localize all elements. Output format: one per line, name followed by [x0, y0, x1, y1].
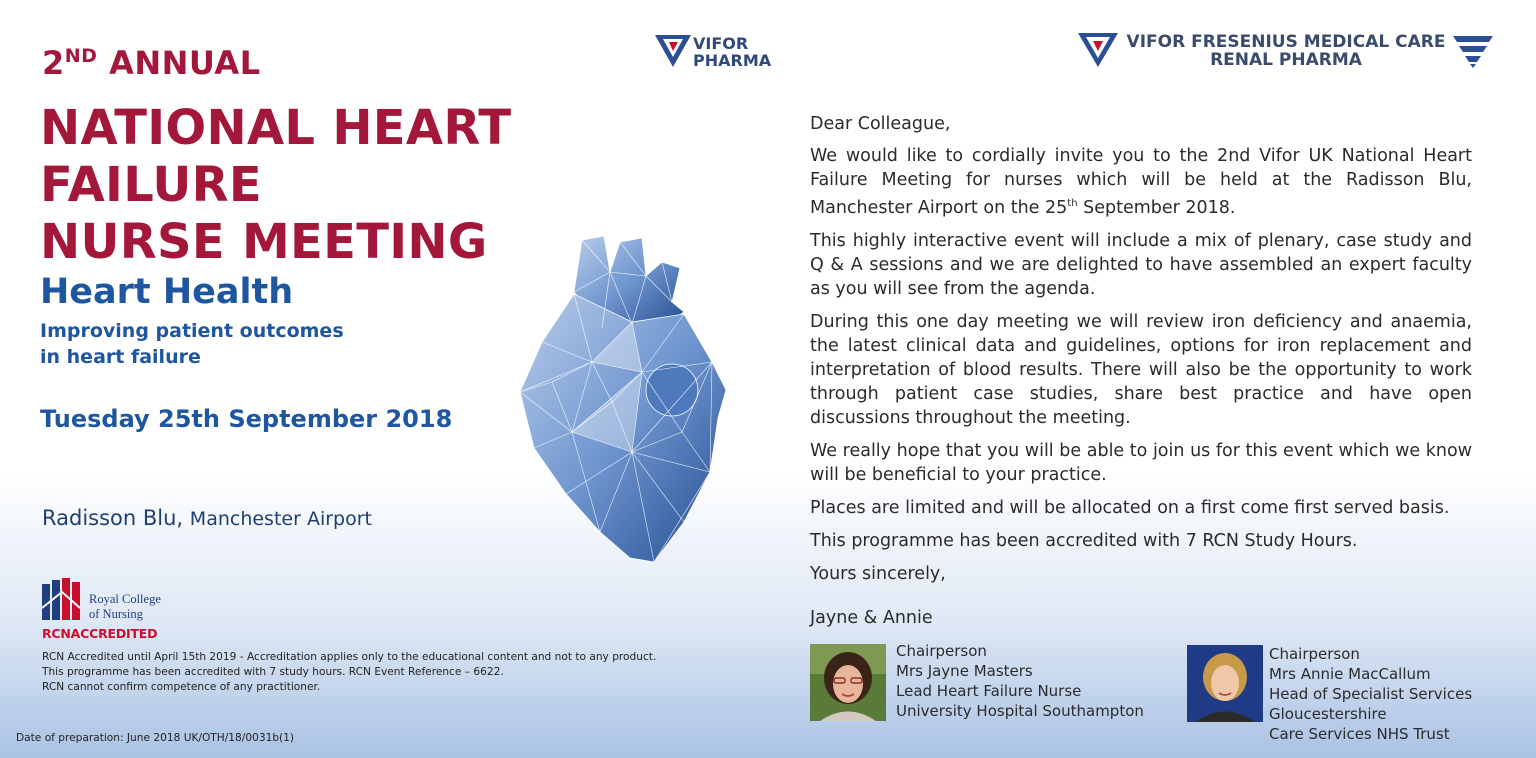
vfmc-line-2: RENAL PHARMA	[1210, 50, 1362, 70]
rcn-note-line-3: RCN cannot confirm competence of any practitioner.	[42, 681, 321, 693]
rcn-accredited-badge: RCNACCREDITED	[42, 626, 158, 641]
rcn-name-line-1: Royal College	[89, 592, 161, 606]
rcn-accreditation-note	[42, 650, 742, 695]
letter-paragraph-4: We really hope that you will be able to join us for this event which we know will be beneficial to your practice.	[810, 440, 1472, 485]
event-venue: Radisson Blu, Manchester Airport	[42, 506, 372, 530]
chair-org-line-2: Care Services NHS Trust	[1269, 725, 1450, 743]
chairperson-photo-annie	[1187, 645, 1263, 722]
rcn-accredited-logo	[42, 578, 202, 642]
rcn-logo-icon	[42, 578, 86, 622]
fresenius-wave-icon	[1453, 34, 1493, 68]
event-subtheme	[40, 318, 440, 370]
chair-title: Head of Specialist Services	[1269, 685, 1473, 703]
letter-paragraph-2: This highly interactive event will include a mix of plenary, case study and Q & A sessions and we are delighted to have assembled an expert faculty as you will see from the agenda.	[810, 230, 1472, 299]
event-theme: Heart Health	[40, 272, 294, 312]
chair-title: Lead Heart Failure Nurse	[896, 682, 1082, 700]
chair-name: Mrs Annie MacCallum	[1269, 665, 1431, 683]
letter-signature: Jayne & Annie	[810, 607, 933, 628]
vifor-line-2: PHARMA	[693, 51, 772, 70]
chair-org: Gloucestershire	[1269, 705, 1387, 723]
edition-label: 2ND ANNUAL	[42, 44, 261, 82]
subtheme-line-2: in heart failure	[40, 346, 201, 368]
chair-name: Mrs Jayne Masters	[896, 662, 1033, 680]
chair-org: University Hospital Southampton	[896, 702, 1144, 720]
rcn-note-line-1: RCN Accredited until April 15th 2019 - Accreditation applies only to the educational content and not to any product.	[42, 651, 657, 663]
rcn-name-line-2: of Nursing	[89, 607, 143, 621]
chair-role: Chairperson	[896, 642, 987, 660]
vfmc-line-1: VIFOR FRESENIUS MEDICAL CARE	[1126, 32, 1446, 52]
letter-paragraph-5: Places are limited and will be allocated on a first come first served basis.	[810, 497, 1450, 518]
title-line-2: NURSE MEETING	[40, 214, 488, 270]
chair-role: Chairperson	[1269, 645, 1360, 663]
chairperson-1-details	[896, 641, 1144, 721]
chairperson-photo-jayne	[810, 644, 886, 721]
subtheme-line-1: Improving patient outcomes	[40, 320, 344, 342]
chairperson-2-details	[1269, 644, 1472, 744]
event-date: Tuesday 25th September 2018	[40, 405, 453, 433]
letter-paragraph-1: We would like to cordially invite you to the 2nd Vifor UK National Heart Failure Meeting for nurses which will be held at the Radisson Blu, Manchester Airport on the 25th September 2018.	[810, 146, 1472, 218]
letter-paragraph-6: This programme has been accredited with 7 RCN Study Hours.	[810, 530, 1358, 551]
letter-salutation: Dear Colleague,	[810, 114, 951, 134]
low-poly-heart-illustration	[512, 232, 734, 568]
vifor-logo-icon	[655, 35, 691, 67]
invitation-letter	[810, 112, 1472, 639]
rcn-note-line-2: This programme has been accredited with 7 study hours. RCN Event Reference – 6622.	[42, 666, 504, 678]
vifor-line-1: VIFOR	[693, 34, 749, 53]
letter-paragraph-3: During this one day meeting we will review iron deficiency and anaemia, the latest clinical data and guidelines, options for iron replacement and interpretation of blood results. There will also be the opportunity to work through patient case studies, share best practice and have open discussions throughout the meeting.	[810, 311, 1472, 428]
letter-closing: Yours sincerely,	[810, 563, 946, 584]
vfmc-logo-icon	[1078, 33, 1118, 67]
title-line-1: NATIONAL HEART FAILURE	[40, 100, 512, 213]
date-of-preparation: Date of preparation: June 2018 UK/OTH/18/0031b(1)	[16, 732, 295, 744]
